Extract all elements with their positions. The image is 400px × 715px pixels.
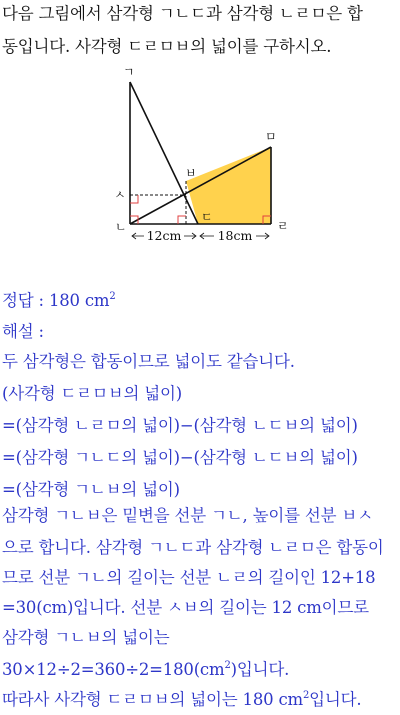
solution-line: (사각형 ㄷㄹㅁㅂ의 넓이) (2, 384, 182, 403)
final-text: 따라사 사각형 ㄷㄹㅁㅂ의 넓이는 180 cm (2, 690, 303, 709)
solution-line: 으로 합니다. 삼각형 ㄱㄴㄷ과 삼각형 ㄴㄹㅁ은 합동이 (2, 538, 384, 557)
answer-exponent: 2 (109, 291, 116, 302)
answer-line (2, 291, 116, 311)
solution-line: 삼각형 ㄱㄴㅂ은 밑변을 선분 ㄱㄴ, 높이를 선분 ㅂㅅ (2, 506, 373, 525)
solution-line: =30(cm)입니다. 선분 ㅅㅂ의 길이는 12 cm이므로 (2, 598, 369, 617)
solution-line: =(삼각형 ㄱㄴㄷ의 넓이)−(삼각형 ㄴㄷㅂ의 넓이) (2, 448, 358, 467)
solution-line: =(삼각형 ㄴㄹㅁ의 넓이)−(삼각형 ㄴㄷㅂ의 넓이) (2, 416, 358, 435)
solution-line: 므로 선분 ㄱㄴ의 길이는 선분 ㄴㄹ의 길이인 12+18 (2, 568, 376, 587)
calculation-text: 30×12÷2=360÷2=180(cm (2, 660, 225, 679)
answer-label: 정답 : (2, 291, 49, 310)
final-tail: 입니다. (309, 690, 362, 709)
right-angle-mark-foot (178, 216, 186, 224)
calculation-exponent: 2 (224, 660, 231, 671)
question-line-2: 동입니다. 사각형 ㄷㄹㅁㅂ의 넓이를 구하시오. (2, 37, 332, 56)
label-point-n: ㄴ (115, 220, 127, 234)
label-point-g: ㄱ (123, 65, 135, 79)
solution-line: 삼각형 ㄱㄴㅂ의 넓이는 (2, 628, 170, 647)
right-angle-mark-s (130, 195, 138, 203)
dimension-label-18cm: 18cm (217, 228, 253, 243)
label-point-r: ㄹ (277, 219, 289, 233)
solution-line: 두 삼각형은 합동이므로 넓이도 같습니다. (2, 352, 295, 371)
calculation-line (2, 660, 289, 680)
question-line-1: 다음 그림에서 삼각형 ㄱㄴㄷ과 삼각형 ㄴㄹㅁ은 합 (2, 4, 363, 23)
solution-label: 해설 : (2, 322, 44, 341)
dimension-label-12cm: 12cm (146, 228, 182, 243)
segment-g-d (130, 82, 198, 224)
shaded-quadrilateral (186, 147, 271, 224)
label-point-d: ㄷ (201, 210, 213, 224)
answer-value: 180 cm (48, 291, 110, 310)
final-exponent: 2 (302, 690, 310, 701)
solution-line: =(삼각형 ㄱㄴㅂ의 넓이) (2, 480, 180, 499)
final-line (2, 690, 361, 710)
label-point-b: ㅂ (185, 166, 197, 180)
label-point-s: ㅅ (114, 188, 126, 202)
calculation-tail: )입니다. (230, 660, 290, 679)
label-point-m: ㅁ (265, 130, 277, 144)
geometry-figure (112, 64, 302, 250)
